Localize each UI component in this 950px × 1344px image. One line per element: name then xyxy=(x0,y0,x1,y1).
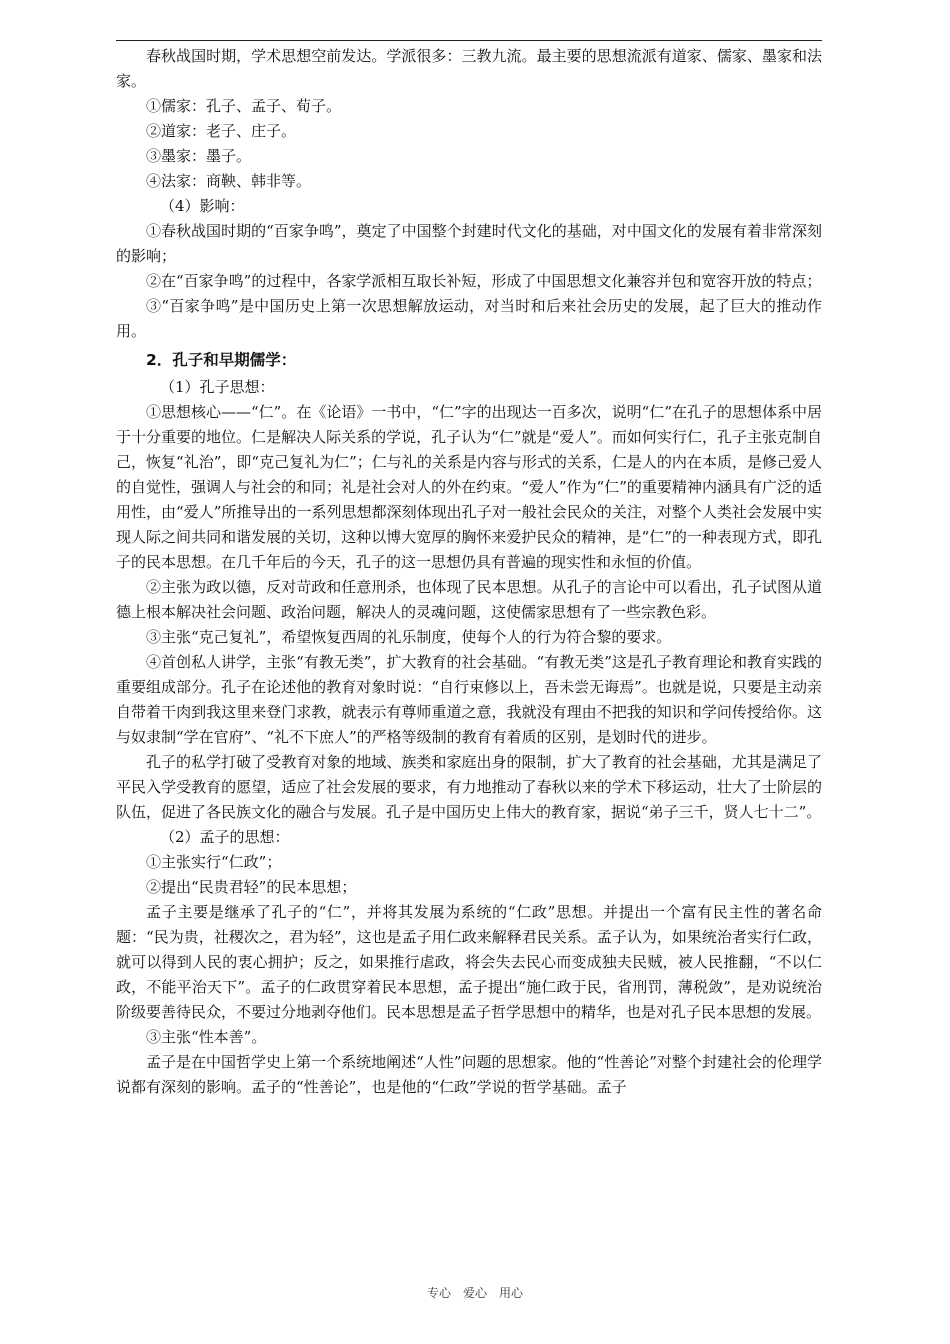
paragraph: ②提出“民贵君轻”的民本思想； xyxy=(146,878,357,896)
paragraph: 春秋战国时期，学术思想空前发达。学派很多：三教九流。最主要的思想流派有道家、儒家、墨家和法家。 xyxy=(116,47,822,90)
paragraph: ③主张“克己复礼”，希望恢复西周的礼乐制度，使每个人的行为符合黎的要求。 xyxy=(146,628,672,646)
section-heading: 2．孔子和早期儒学： xyxy=(146,351,297,369)
paragraph: ①思想核心——“仁”。在《论语》一书中，“仁”字的出现达一百多次，说明“仁”在孔子的思想体系中居于十分重要的地位。仁是解决人际关系的学说，孔子认为“仁”就是“爱人”。而如何实行仁，孔子主张克制自己，恢复“礼治”，即“克己复礼为仁”；仁与礼的关系是内容与形式的关系，仁是人的内在本质，是修己爱人的自觉性，强调人与社会的和同；礼是社会对人的外在约束。“爱人”作为“仁”的重要精神内涵具有广泛的适用性，由“爱人”所推导出的一系列思想都深刻体现出孔子对一般社会民众的关注，对整个人类社会发展中实现人际之间共同和谐发展的关切，这种以博大宽厚的胸怀来爱护民众的精神，是“仁”的一种表现方式，即孔子的民本思想。在几千年后的今天，孔子的这一思想仍具有普遍的现实性和永恒的价值。 xyxy=(116,403,823,571)
document-body xyxy=(116,44,822,1100)
page-footer: 专心 爱心 用心 xyxy=(426,1286,523,1300)
paragraph: ④法家：商鞅、韩非等。 xyxy=(146,172,312,190)
paragraph: ①春秋战国时期的“百家争鸣”，奠定了中国整个封建时代文化的基础，对中国文化的发展有着非常深刻的影响； xyxy=(116,222,822,265)
paragraph: ①儒家：孔子、孟子、荀子。 xyxy=(146,97,342,115)
subsection-heading: （4）影响： xyxy=(160,197,245,215)
paragraph: ③“百家争鸣”是中国历史上第一次思想解放运动，对当时和后来社会历史的发展，起了巨大的推动作用。 xyxy=(116,297,822,340)
paragraph: ②道家：老子、庄子。 xyxy=(146,122,297,140)
header-rule xyxy=(116,40,822,41)
paragraph: 孟子是在中国哲学史上第一个系统地阐述“人性”问题的思想家。他的“性善论”对整个封建社会的伦理学说都有深刻的影响。孟子的“性善论”，也是他的“仁政”学说的哲学基础。孟子 xyxy=(116,1053,822,1096)
paragraph: ③主张“性本善”。 xyxy=(146,1028,267,1046)
paragraph: ④首创私人讲学，主张“有教无类”，扩大教育的社会基础。“有教无类”这是孔子教育理论和教育实践的重要组成部分。孔子在论述他的教育对象时说：“自行束修以上，吾未尝无诲焉”。也就是说，只要是主动亲自带着干肉到我这里来登门求教，就表示有尊师重道之意，我就没有理由不把我的知识和学问传授给你。这与奴隶制“学在官府”、“礼不下庶人”的严格等级制的教育有着质的区别，是划时代的进步。 xyxy=(116,653,822,746)
paragraph: ②主张为政以德，反对苛政和任意刑杀，也体现了民本思想。从孔子的言论中可以看出，孔子试图从道德上根本解决社会问题、政治问题，解决人的灵魂问题，这使儒家思想有了一些宗教色彩。 xyxy=(116,578,822,621)
paragraph: ②在“百家争鸣”的过程中，各家学派相互取长补短，形成了中国思想文化兼容并包和宽容开放的特点； xyxy=(146,272,822,290)
paragraph: 孟子主要是继承了孔子的“仁”，并将其发展为系统的“仁政”思想。并提出一个富有民主性的著名命题：“民为贵，社稷次之，君为轻”，这也是孟子用仁政来解释君民关系。孟子认为，如果统治者实行仁政，就可以得到人民的衷心拥护；反之，如果推行虐政，将会失去民心而变成独夫民贼，被人民推翻，“不以仁政，不能平治天下”。孟子的仁政贯穿着民本思想，孟子提出“施仁政于民，省刑罚，薄税敛”，是劝说统治阶级要善待民众，不要过分地剥夺他们。民本思想是孟子哲学思想中的精华，也是对孔子民本思想的发展。 xyxy=(116,903,822,1021)
paragraph: ③墨家：墨子。 xyxy=(146,147,252,165)
subsection-heading: （1）孔子思想： xyxy=(160,378,275,396)
paragraph: ①主张实行“仁政”； xyxy=(146,853,282,871)
subsection-heading: （2）孟子的思想： xyxy=(160,828,290,846)
paragraph: 孔子的私学打破了受教育对象的地域、族类和家庭出身的限制，扩大了教育的社会基础，尤其是满足了平民入学受教育的愿望，适应了社会发展的要求，有力地推动了春秋以来的学术下移运动，壮大了士阶层的队伍，促进了各民族文化的融合与发展。孔子是中国历史上伟大的教育家，据说“弟子三千，贤人七十二”。 xyxy=(116,753,822,821)
